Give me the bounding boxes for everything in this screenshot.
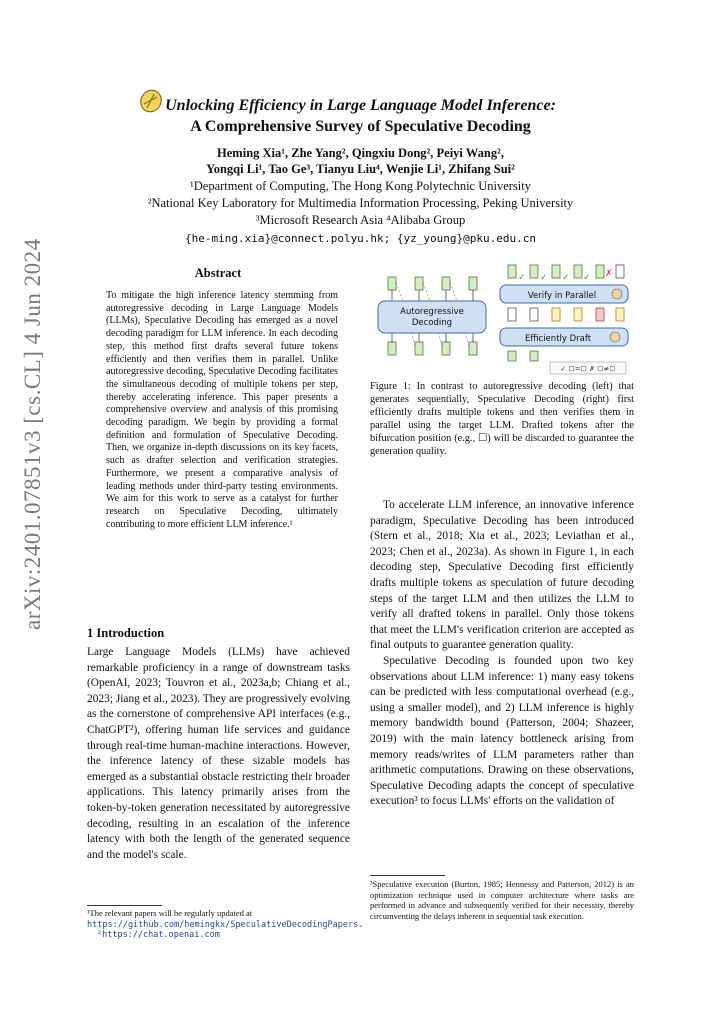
- authors-line1: Heming Xia¹, Zhe Yang², Qingxiu Dong², Peiyi Wang²,: [217, 146, 504, 160]
- paper-title-line1: Unlocking Efficiency in Large Language Model Inference:: [165, 97, 556, 114]
- draft-label: Efficiently Draft: [524, 334, 592, 344]
- footnote-1-link[interactable]: https://github.com/hemingkx/SpeculativeDecodingPapers.: [87, 919, 364, 930]
- autoregressive-bottom-tokens: [388, 342, 477, 355]
- svg-text:✓: ✓: [518, 273, 526, 283]
- figure-1-diagram: [370, 263, 634, 375]
- autoregressive-top-tokens: [388, 277, 477, 290]
- svg-text:✓: ✓: [540, 273, 548, 283]
- right-paragraph-2: Speculative Decoding is founded upon two key observations about LLM inference: 1) many easy tokens can be predicted with less computational overhead (e.g., using a smaller model), and 2) LLM inference is highly memory bandwidth bound (Patterson, 2004; Shazeer, 2019) with the main latency bottleneck arising from memory reads/writes of LLM parameters rather than arithmetic computations. Drawing on these observations, Speculative Decoding adapts the concept of speculative execution³ to focus LLMs' efforts on the validation of: [370, 654, 634, 808]
- footnote-rule-right: [370, 875, 445, 876]
- figure-legend-text: ✓ ☐=☐ ✗ ☐≠☐: [560, 365, 616, 373]
- abstract-text: To mitigate the high inference latency stemming from autoregressive decoding in Large Language Models (LLMs), Speculative Decoding has emerged as a novel decoding paradigm for LLM inference. In each decoding step, this method first drafts several future tokens efficiently and then verifies them in parallel. Unlike autoregressive decoding, Speculative Decoding facilitates the simultaneous decoding of multiple tokens per step, thereby accelerating inference. This paper presents a comprehensive overview and analysis of this promising decoding paradigm. We begin by providing a formal definition and formulation of Speculative Decoding. Then, we organize in-depth discussions on its key facets, such as drafter selection and verification strategies. Furthermore, we present a comparative analysis of leading methods under third-party testing environments. We aim for this work to serve as a catalyst for further research on Speculative Decoding, ultimately contributing to more efficient LLM inference.¹: [106, 290, 338, 530]
- section-1-heading: 1 Introduction: [87, 626, 165, 640]
- autoregressive-box: [378, 301, 486, 333]
- svg-text:✓: ✓: [562, 273, 570, 283]
- right-column: [370, 498, 634, 810]
- verify-label: Verify in Parallel: [527, 291, 597, 301]
- autoregressive-label-line2: Decoding: [411, 318, 453, 328]
- autoregressive-label-line1: Autoregressive: [400, 307, 464, 317]
- right-paragraph-1: To accelerate LLM inference, an innovative inference paradigm, Speculative Decoding has been introduced (Stern et al., 2018; Xia et al., 2023; Leviathan et al., 2023; Chen et al., 2023a). As shown in Figure 1, in each decoding step, Speculative Decoding first efficiently drafts multiple tokens as speculation of future decoding steps of the target LLM and then utilizes the LLM to verify all drafted tokens in parallel. Only those tokens that meet the LLM's verification criterion are accepted as final outputs to guarantee generation quality.: [370, 499, 634, 652]
- footnote-1: [87, 908, 364, 930]
- svg-text:✓: ✓: [583, 273, 591, 283]
- footnote-1-text: ¹The relevant papers will be regularly updated at: [87, 908, 253, 918]
- figure-1-caption: Figure 1: In contrast to autoregressive decoding (left) that generates sequentially, Speculative Decoding (right) first efficiently drafts multiple tokens and then verifies them in parallel using the target LLM. Drafted tokens after the bifurcation position (e.g., ☐) will be discarded to guarantee the generation quality.: [370, 381, 634, 457]
- footnote-3: ³Speculative execution (Burton, 1985; Hennessy and Patterson, 2012) is an optimization technique used in computer architecture where tasks are performed in advance and subsequently verified for their necessity, thereby circumventing the delays inherent in sequential task execution.: [370, 879, 634, 921]
- affiliation-1: ¹Department of Computing, The Hong Kong Polytechnic University: [190, 179, 531, 193]
- author-emails: {he-ming.xia}@connect.polyu.hk; {yz_young}@pku.edu.cn: [185, 232, 536, 245]
- affiliation-3: ³Microsoft Research Asia ⁴Alibaba Group: [255, 213, 466, 227]
- authors-line2: Yongqi Li¹, Tao Ge³, Tianyu Liu⁴, Wenjie Li¹, Zhifang Sui²: [206, 162, 515, 176]
- abstract-heading: Abstract: [194, 266, 242, 280]
- drafter-avatar-icon: [610, 332, 620, 342]
- footnote-2[interactable]: ²https://chat.openai.com: [97, 930, 220, 940]
- drafted-tokens: [508, 308, 624, 321]
- intro-paragraph-1: Large Language Models (LLMs) have achieved remarkable proficiency in a range of downstream tasks (OpenAI, 2023; Touvron et al., 2023a,b; Chiang et al., 2023; Jiang et al., 2023). They are progressively evolving as the cornerstone of comprehensive API interfaces (e.g., ChatGPT²), offering human life services and guidance through real-time human-machine interactions. However, the inference latency of these sizable models has emerged as a substantial obstacle restricting their broader applications. This latency primarily arises from the token-by-token generation necessitated by autoregressive decoding, resulting in an escalation of the inference latency with both the length of the generated sequence and the model's scale.: [87, 646, 350, 861]
- footnote-rule-left: [87, 905, 162, 906]
- arxiv-watermark: arXiv:2401.07851v3 [cs.CL] 4 Jun 2024: [20, 238, 45, 630]
- paper-title-line2: A Comprehensive Survey of Speculative Decoding: [190, 118, 531, 135]
- input-tokens: [508, 351, 538, 361]
- llm-avatar-icon: [612, 289, 622, 299]
- affiliation-2: ²National Key Laboratory for Multimedia Information Processing, Peking University: [147, 196, 574, 210]
- svg-text:✗: ✗: [605, 269, 613, 279]
